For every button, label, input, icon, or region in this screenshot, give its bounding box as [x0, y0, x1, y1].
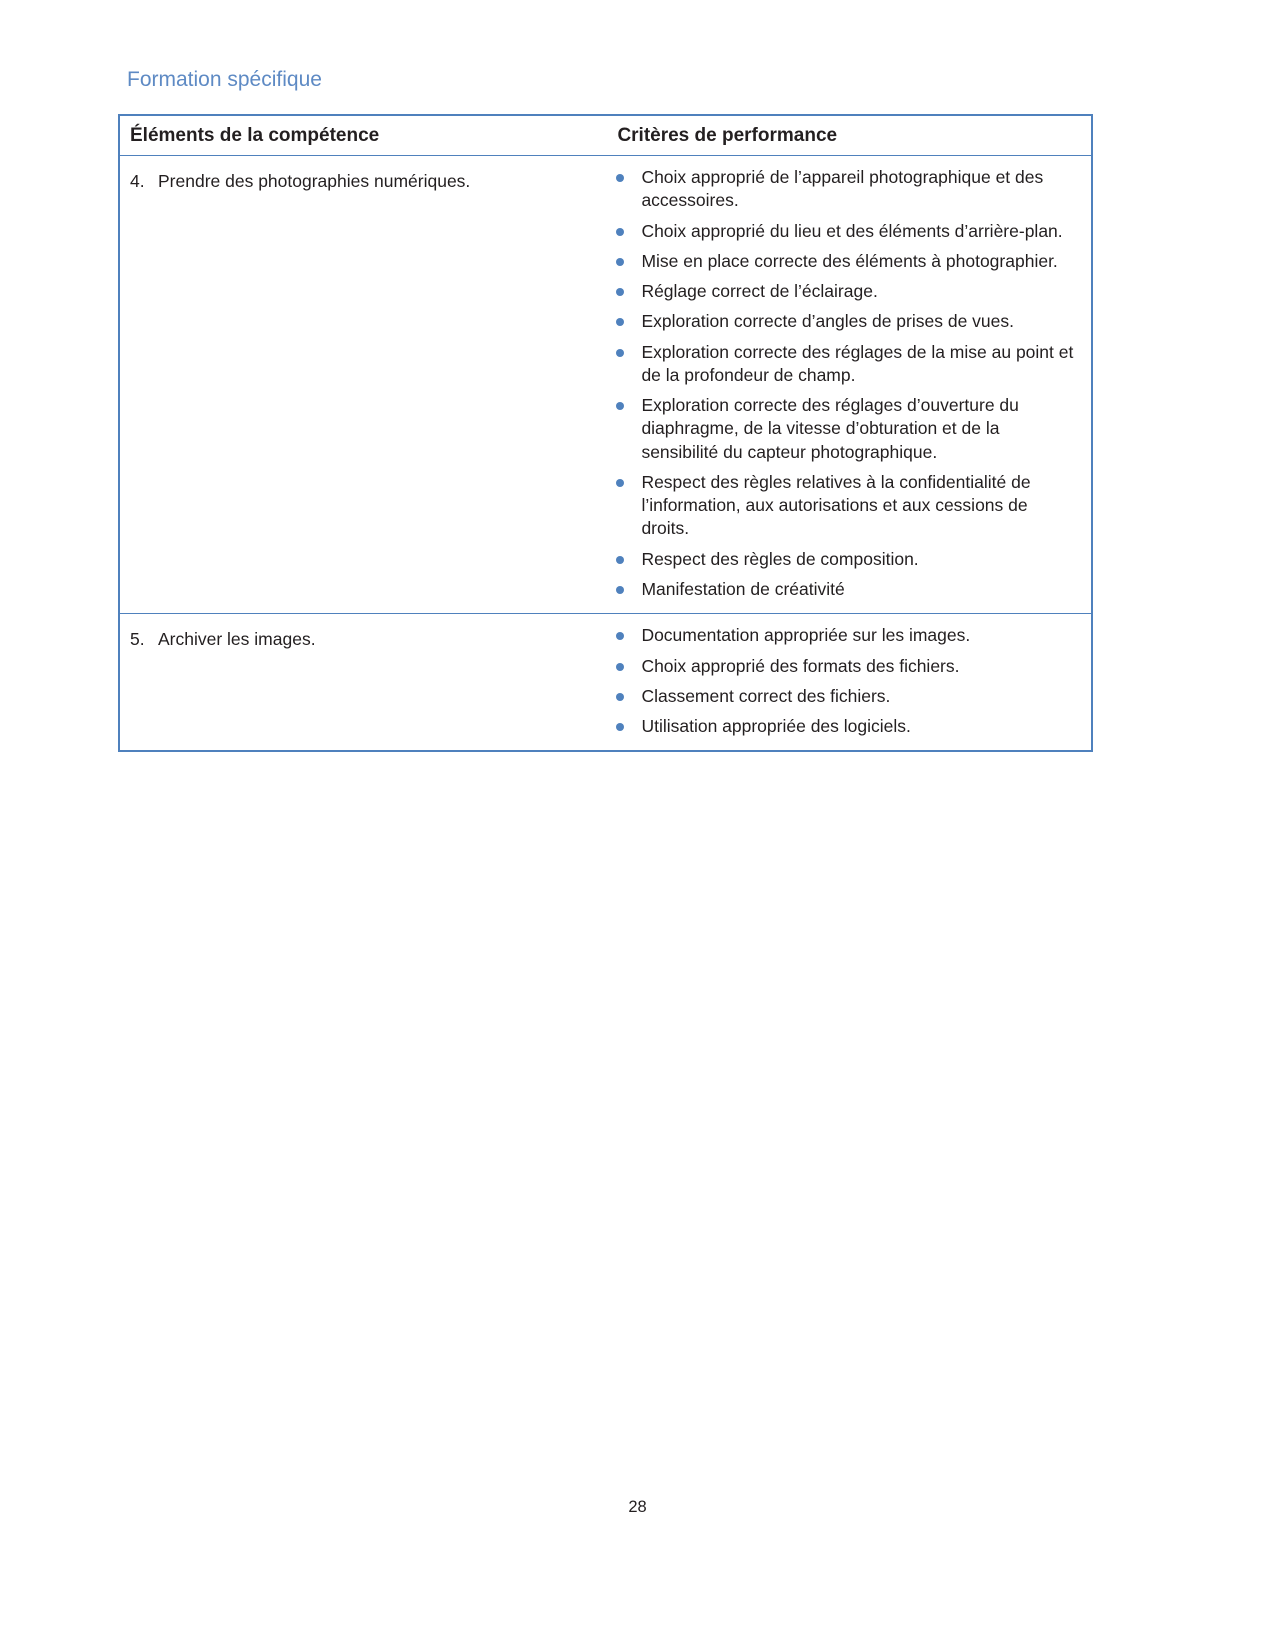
list-item — [607, 250, 1077, 273]
bullet-icon — [616, 288, 624, 296]
list-item — [607, 578, 1077, 601]
table-row — [120, 613, 1091, 750]
list-item — [607, 310, 1077, 333]
bullet-icon — [616, 556, 624, 564]
bullet-icon — [616, 632, 624, 640]
criterion-text: Choix approprié de l’appareil photographique et des accessoires. — [641, 167, 1044, 211]
list-item — [607, 655, 1077, 678]
bullet-icon — [616, 228, 624, 236]
criterion-text: Réglage correct de l’éclairage. — [641, 281, 878, 302]
criterion-text: Classement correct des fichiers. — [641, 685, 891, 706]
bullet-icon — [616, 723, 624, 731]
bullet-icon — [616, 663, 624, 671]
list-item — [607, 341, 1077, 388]
bullet-icon — [616, 693, 624, 701]
bullet-icon — [616, 479, 624, 487]
criterion-text: Exploration correcte des réglages de la mise au point et de la profondeur de champ. — [641, 341, 1074, 385]
bullet-icon — [616, 258, 624, 266]
page-number: 28 — [628, 1498, 647, 1516]
header-elements-competence: Éléments de la compétence — [130, 125, 380, 146]
criterion-text: Choix approprié des formats des fichiers. — [641, 655, 960, 676]
criterion-text: Manifestation de créativité — [641, 578, 845, 599]
bullet-icon — [616, 402, 624, 410]
bullet-icon — [616, 174, 624, 182]
criterion-text: Choix approprié du lieu et des éléments d’arrière-plan. — [641, 220, 1063, 241]
list-item — [607, 471, 1077, 541]
list-item — [607, 685, 1077, 708]
criterion-text: Utilisation appropriée des logiciels. — [641, 716, 911, 737]
list-item — [607, 220, 1077, 243]
criteria-cell — [607, 156, 1091, 613]
element-text: Archiver les images. — [158, 629, 316, 650]
list-item — [607, 548, 1077, 571]
list-item — [607, 394, 1077, 464]
criterion-text: Respect des règles de composition. — [641, 548, 919, 569]
header-criteres-performance: Critères de performance — [617, 125, 838, 146]
element-cell — [120, 156, 607, 613]
table-header-row — [120, 116, 1091, 156]
section-heading: Formation spécifique — [127, 68, 322, 91]
criteria-list — [607, 166, 1077, 601]
criterion-text: Exploration correcte d’angles de prises de vues. — [641, 311, 1015, 332]
criteria-list — [607, 624, 1077, 738]
criterion-text: Mise en place correcte des éléments à photographier. — [641, 250, 1058, 271]
table-row — [120, 156, 1091, 613]
competence-table — [118, 114, 1093, 752]
list-item — [607, 166, 1077, 213]
list-item — [607, 280, 1077, 303]
list-item — [607, 624, 1077, 647]
element-cell — [120, 614, 607, 750]
criterion-text: Exploration correcte des réglages d’ouverture du diaphragme, de la vitesse d’obturation et de la sensibilité du capteur photographique. — [641, 395, 1019, 462]
element-number: 5. — [130, 629, 145, 650]
criterion-text: Respect des règles relatives à la confidentialité de l’information, aux autorisations et aux cessions de droits. — [641, 471, 1031, 539]
bullet-icon — [616, 349, 624, 357]
list-item — [607, 715, 1077, 738]
bullet-icon — [616, 318, 624, 326]
element-text: Prendre des photographies numériques. — [158, 171, 471, 191]
bullet-icon — [616, 586, 624, 594]
criterion-text: Documentation appropriée sur les images. — [641, 625, 971, 646]
criteria-cell — [607, 614, 1091, 750]
element-number: 4. — [130, 171, 145, 191]
